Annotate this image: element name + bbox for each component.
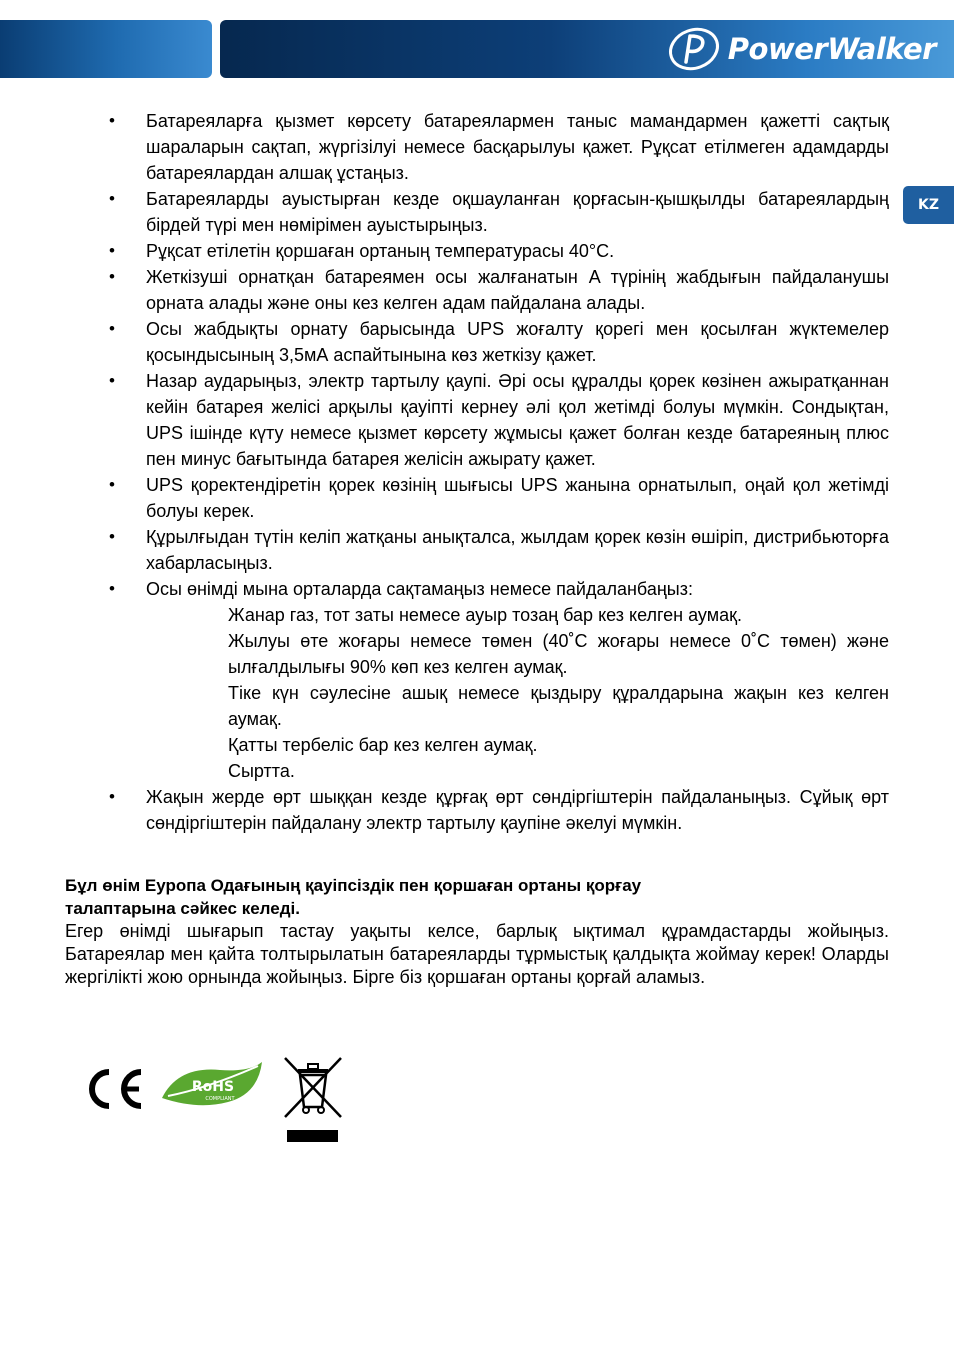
- rohs-leaf-icon: [158, 1058, 268, 1110]
- list-item: • Осы жабдықты орнату барысында UPS жоғалту қорегі мен қосылған жүктемелер қосындысының 3,5мА аспайтынына көз жеткізу қажет.: [65, 316, 889, 368]
- rohs-sublabel: COMPLIANT: [205, 1096, 235, 1102]
- sublist-item: Жанар газ, тот заты немесе ауыр тозаң бар кез келген аумақ.: [228, 605, 742, 625]
- safety-list: [65, 108, 889, 602]
- compliance-heading-line: талаптарына сәйкес келеді.: [65, 899, 300, 918]
- document-body: [65, 108, 889, 989]
- header-left-bar: [0, 20, 212, 78]
- sublist-item: Жылуы өте жоғары немесе төмен (40˚C жоғары немесе 0˚C төмен) және ылғалдылығы 90% көп кез келген аумақ.: [228, 631, 889, 677]
- list-item: • Құрылғыдан түтін келіп жатқаны анықталса, жылдам қорек көзін өшіріп, дистрибьюторға хабарласыңыз.: [65, 524, 889, 576]
- weee-bin-icon: [282, 1055, 344, 1147]
- list-item: • Батареяларды ауыстырған кезде оқшауланған қорғасын-қышқылды батареялардың бірдей түрі мен нөмірімен ауыстырыңыз.: [65, 186, 889, 238]
- compliance-paragraph: Егер өнімді шығарып тастау уақыты келсе, барлық ықтимал құрамдастарды жойыңыз. Батареялар мен қайта толтырылатын батареяларды тұрмыстық қалдықта жоймау керек! Оларды жергілікті жою орнында жойыңыз. Бірге біз қоршаған ортаны қорғай аламыз.: [65, 921, 889, 987]
- powerwalker-logo-icon: [666, 26, 722, 72]
- list-item: • UPS қоректендіретін қорек көзінің шығысы UPS жанына орнатылып, оңай қол жетімді болуы керек.: [65, 472, 889, 524]
- sublist-item: Сыртта.: [228, 761, 295, 781]
- list-item: [65, 576, 889, 602]
- list-item: • Жақын жерде өрт шыққан кезде құрғақ өрт сөндіргіштерін пайдаланыңыз. Сұйық өрт сөндіргіштерін пайдалану электр тартылу қаупіне әкелуі мүмкін.: [65, 784, 889, 836]
- list-item: • Жеткізуші орнатқан батареямен осы жалғанатын A түрінің жабдығын пайдаланушы орната алады және оны кез келген адам пайдалана алады.: [65, 264, 889, 316]
- ce-mark-icon: [83, 1067, 145, 1111]
- rohs-label: RoHS: [191, 1079, 235, 1095]
- list-item: • Рұқсат етілетін қоршаған ортаның температурасы 40°C.: [65, 238, 889, 264]
- brand-logo: [666, 24, 936, 74]
- safety-list-end: [65, 784, 889, 836]
- compliance-heading: [65, 874, 889, 920]
- environment-sublist: [228, 602, 889, 784]
- list-item-text: Осы өнімді мына орталарда сақтамаңыз немесе пайдаланбаңыз:: [146, 579, 693, 599]
- language-tab: KZ: [903, 186, 954, 224]
- header-bar: [220, 20, 954, 78]
- certification-logos: [80, 1055, 360, 1150]
- list-item: • Батареяларға қызмет көрсету батареялармен таныс мамандармен қажетті сақтық шараларын сақтап, жүргізілуі немесе басқарылуы қажет. Рұқсат етілмеген адамдарды батареялардан алшақ ұстаңыз.: [65, 108, 889, 186]
- brand-name: PowerWalker: [727, 32, 936, 66]
- compliance-heading-line: Бұл өнім Еуропа Одағының қауіпсіздік пен қоршаған ортаны қорғау: [65, 876, 642, 895]
- list-item: • Назар аударыңыз, электр тартылу қаупі. Әрі осы құралды қорек көзінен ажыратқаннан кейін батарея желісі арқылы қауіпті кернеу әлі қол жетімді болуы мүмкін. Сондықтан, UPS ішінде күту немесе қызмет көрсету жұмысы қажет болған кезде батареяның плюс пен минус бағытында батарея желісін ажырату қажет.: [65, 368, 889, 472]
- sublist-item: Тіке күн сәулесіне ашық немесе қыздыру құралдарына жақын кез келген аумақ.: [228, 683, 889, 729]
- sublist-item: Қатты тербеліс бар кез келген аумақ.: [228, 735, 538, 755]
